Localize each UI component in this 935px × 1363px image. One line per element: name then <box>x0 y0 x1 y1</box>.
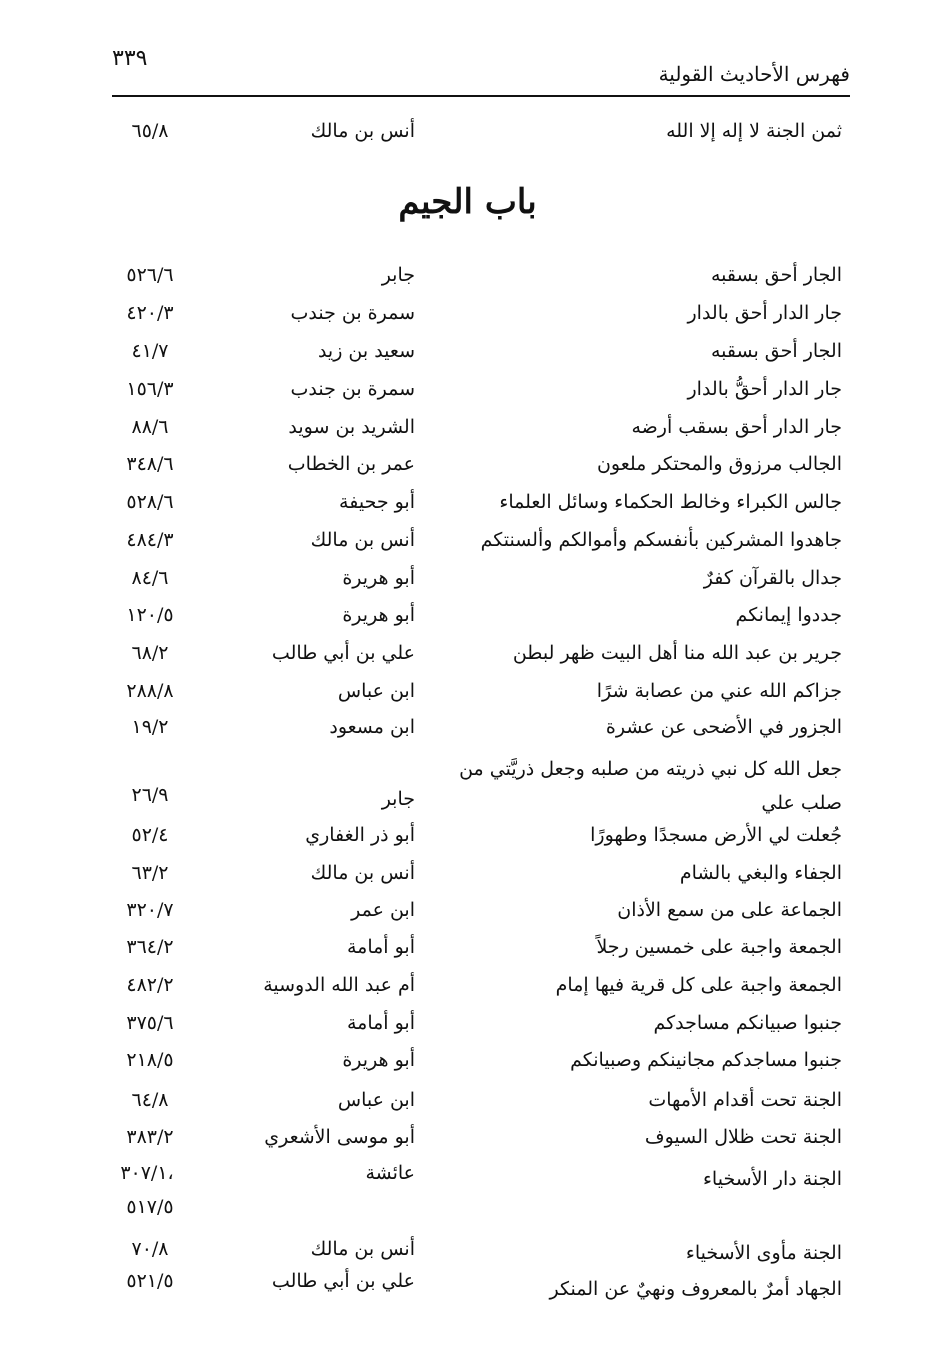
narrator: أبو موسى الأشعري <box>264 1126 415 1148</box>
hadith-text: الجفاء والبغي بالشام <box>679 862 842 884</box>
section-heading: باب الجيم <box>398 182 537 222</box>
hadith-text: الجار أحق بسقبه <box>710 340 842 362</box>
volume-page-reference-continuation: ٥١٧/٥ <box>126 1196 174 1218</box>
hadith-text: جار الدار أحقُّ بالدار <box>687 378 842 400</box>
volume-page-reference: ٥٢١/٥ <box>126 1270 174 1292</box>
hadith-text: جالس الكبراء وخالط الحكماء وسائل العلماء <box>499 491 842 513</box>
hadith-text: جُعلت لي الأرض مسجدًا وطهورًا <box>590 824 842 846</box>
narrator: أنس بن مالك <box>310 862 415 884</box>
narrator: أنس بن مالك <box>310 120 415 142</box>
hadith-text: جار الدار أحق بسقب أرضه <box>631 416 842 438</box>
narrator: أبو ذر الغفاري <box>305 824 415 846</box>
volume-page-reference: ٧٠/٨ <box>131 1238 169 1260</box>
narrator: سعيد بن زيد <box>317 340 415 362</box>
volume-page-reference: ٣٦٤/٢ <box>126 936 174 958</box>
volume-page-reference: ١٢٠/٥ <box>126 604 174 626</box>
hadith-text: جرير بن عبد الله منا أهل البيت ظهر لبطن <box>512 642 842 664</box>
narrator: ابن مسعود <box>329 716 415 738</box>
hadith-text: الجماعة على من سمع الأذان <box>617 899 842 921</box>
volume-page-reference: ٨٤/٦ <box>131 567 169 589</box>
volume-page-reference: ٣٨٣/٢ <box>126 1126 174 1148</box>
hadith-text: ثمن الجنة لا إله إلا الله <box>666 120 842 142</box>
narrator: أبو جحيفة <box>339 491 415 513</box>
hadith-text: الجمعة واجبة على خمسين رجلاً <box>596 936 842 958</box>
hadith-text-continuation: صلب علي <box>761 792 842 814</box>
narrator: علي بن أبي طالب <box>271 1270 415 1292</box>
hadith-text: جعل الله كل نبي ذريته من صلبه وجعل ذريَّتي من <box>459 758 842 780</box>
volume-page-reference: ٣٧٥/٦ <box>126 1012 174 1034</box>
volume-page-reference: ٦٨/٢ <box>131 642 169 664</box>
narrator: أبو هريرة <box>342 1049 415 1071</box>
volume-page-reference: ٤٨٤/٣ <box>126 529 174 551</box>
hadith-text: جددوا إيمانكم <box>735 604 842 626</box>
volume-page-reference: ٤١/٧ <box>131 340 169 362</box>
volume-page-reference: ٦٥/٨ <box>131 120 169 142</box>
hadith-text: جاهدوا المشركين بأنفسكم وأموالكم وألسنتكم <box>480 529 842 551</box>
narrator: ابن عباس <box>337 680 415 702</box>
hadith-text: الجزور في الأضحى عن عشرة <box>605 716 842 738</box>
volume-page-reference: ٦٤/٨ <box>131 1089 169 1111</box>
volume-page-reference: ٤٨٢/٢ <box>126 974 174 996</box>
running-title: فهرس الأحاديث القولية <box>658 62 850 86</box>
volume-page-reference: ٣٢٠/٧ <box>126 899 174 921</box>
narrator: ابن عباس <box>337 1089 415 1111</box>
narrator: علي بن أبي طالب <box>271 642 415 664</box>
narrator: سمرة بن جندب <box>290 302 415 324</box>
hadith-text: جزاكم الله عني من عصابة شرًا <box>596 680 842 702</box>
narrator: أم عبد الله الدوسية <box>263 974 415 996</box>
hadith-text: الجنة تحت أقدام الأمهات <box>648 1089 842 1111</box>
hadith-text: جنبوا مساجدكم مجانينكم وصبيانكم <box>570 1049 842 1071</box>
narrator: أنس بن مالك <box>310 529 415 551</box>
narrator: عمر بن الخطاب <box>287 453 415 475</box>
volume-page-reference: ٣٠٧/١، <box>120 1162 174 1184</box>
narrator: عائشة <box>365 1162 415 1184</box>
narrator: سمرة بن جندب <box>290 378 415 400</box>
hadith-text: الجمعة واجبة على كل قرية فيها إمام <box>555 974 842 996</box>
hadith-text: الجار أحق بسقبه <box>710 264 842 286</box>
volume-page-reference: ٥٢٨/٦ <box>126 491 174 513</box>
volume-page-reference: ١٥٦/٣ <box>126 378 174 400</box>
hadith-text: الجهاد أمرٌ بالمعروف ونهيٌ عن المنكر <box>549 1278 842 1300</box>
hadith-text: جار الدار أحق بالدار <box>687 302 842 324</box>
volume-page-reference: ٢٨٨/٨ <box>126 680 174 702</box>
volume-page-reference: ١٩/٢ <box>131 716 169 738</box>
narrator: جابر <box>381 788 415 810</box>
volume-page-reference: ٣٤٨/٦ <box>126 453 174 475</box>
narrator: أبو هريرة <box>342 604 415 626</box>
volume-page-reference: ٦٣/٢ <box>131 862 169 884</box>
page-number: ٣٣٩ <box>112 46 148 71</box>
volume-page-reference: ٥٢/٤ <box>131 824 169 846</box>
narrator: ابن عمر <box>351 899 415 921</box>
narrator: جابر <box>381 264 415 286</box>
volume-page-reference: ٨٨/٦ <box>131 416 169 438</box>
narrator: أنس بن مالك <box>310 1238 415 1260</box>
hadith-text: جدال بالقرآن كفرٌ <box>703 567 842 589</box>
narrator: أبو هريرة <box>342 567 415 589</box>
volume-page-reference: ٢٦/٩ <box>131 784 169 806</box>
narrator: الشريد بن سويد <box>288 416 415 438</box>
hadith-text: الجنة تحت ظلال السيوف <box>644 1126 842 1148</box>
hadith-text: الجالب مرزوق والمحتكر ملعون <box>596 453 842 475</box>
hadith-text: جنبوا صبيانكم مساجدكم <box>653 1012 842 1034</box>
narrator: أبو أمامة <box>346 936 415 958</box>
volume-page-reference: ٤٢٠/٣ <box>126 302 174 324</box>
narrator: أبو أمامة <box>346 1012 415 1034</box>
volume-page-reference: ٢١٨/٥ <box>126 1049 174 1071</box>
volume-page-reference: ٥٢٦/٦ <box>126 264 174 286</box>
hadith-text: الجنة دار الأسخياء <box>702 1168 842 1190</box>
hadith-text: الجنة مأوى الأسخياء <box>685 1242 842 1264</box>
